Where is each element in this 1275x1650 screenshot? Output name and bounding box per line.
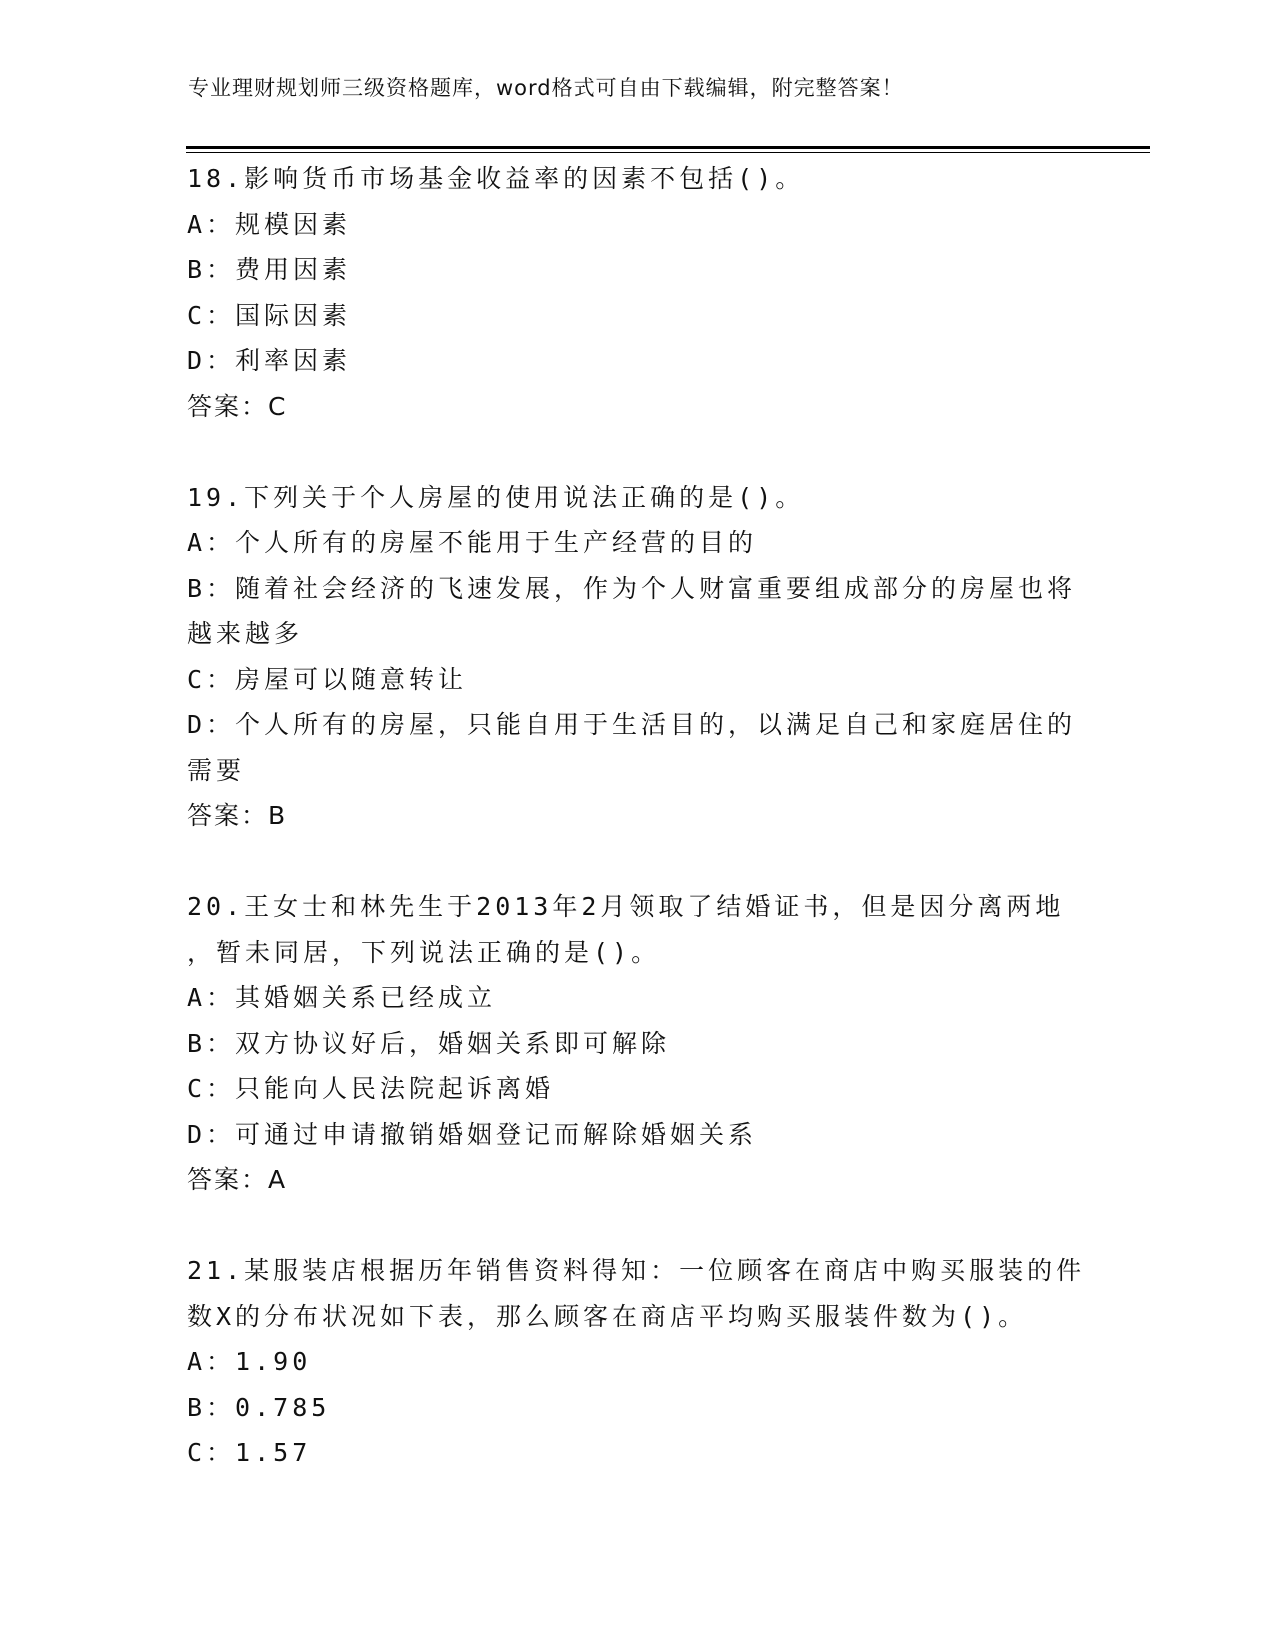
answer-option: C：房屋可以随意转让: [187, 664, 468, 694]
question-stem: 数X的分布状况如下表，那么顾客在商店平均购买服装件数为()。: [187, 1301, 1028, 1331]
answer-key: 答案：A: [187, 1165, 288, 1194]
question-stem: 19.下列关于个人房屋的使用说法正确的是()。: [187, 482, 805, 512]
question-stem: 21.某服装店根据历年销售资料得知：一位顾客在商店中购买服装的件: [187, 1256, 1086, 1285]
answer-option: 需要: [187, 755, 246, 785]
question-stem: 20.王女士和林先生于2013年2月领取了结婚证书，但是因分离两地: [187, 892, 1065, 921]
answer-option: A：规模因素: [187, 209, 352, 239]
answer-option: B：0.785: [187, 1392, 331, 1422]
question-block: [187, 156, 1087, 429]
question-spacer: [187, 839, 1087, 885]
answer-option: A：个人所有的房屋不能用于生产经营的目的: [187, 528, 758, 557]
answer-option: D：可通过申请撤销婚姻登记而解除婚姻关系: [187, 1119, 758, 1149]
header-rule-thin: [186, 152, 1150, 153]
answer-option: A：1.90: [187, 1347, 312, 1376]
answer-key: 答案：C: [187, 391, 288, 421]
question-stem: ，暂未同居，下列说法正确的是()。: [187, 937, 661, 967]
answer-option: B：双方协议好后，婚姻关系即可解除: [187, 1028, 671, 1058]
answer-option: B：随着社会经济的飞速发展，作为个人财富重要组成部分的房屋也将: [187, 573, 1077, 603]
question-block: [187, 1248, 1087, 1476]
answer-option: C：只能向人民法院起诉离婚: [187, 1074, 555, 1103]
answer-option: A：其婚姻关系已经成立: [187, 983, 497, 1012]
question-spacer: [187, 1203, 1087, 1249]
question-block: [187, 475, 1087, 839]
header-rule-thick: [186, 146, 1150, 149]
question-spacer: [187, 429, 1087, 475]
answer-option: D：个人所有的房屋，只能自用于生活目的，以满足自己和家庭居住的: [187, 710, 1077, 739]
question-stem: 18.影响货币市场基金收益率的因素不包括()。: [187, 164, 805, 193]
answer-option: C：1.57: [187, 1438, 312, 1467]
answer-option: B：费用因素: [187, 255, 352, 284]
page-header: 专业理财规划师三级资格题库，word格式可自由下载编辑，附完整答案！: [188, 76, 904, 100]
question-block: [187, 884, 1087, 1203]
question-list: [187, 156, 1087, 1476]
answer-key: 答案：B: [187, 801, 288, 830]
answer-option: C：国际因素: [187, 300, 352, 330]
answer-option: D：利率因素: [187, 346, 352, 375]
answer-option: 越来越多: [187, 619, 304, 648]
